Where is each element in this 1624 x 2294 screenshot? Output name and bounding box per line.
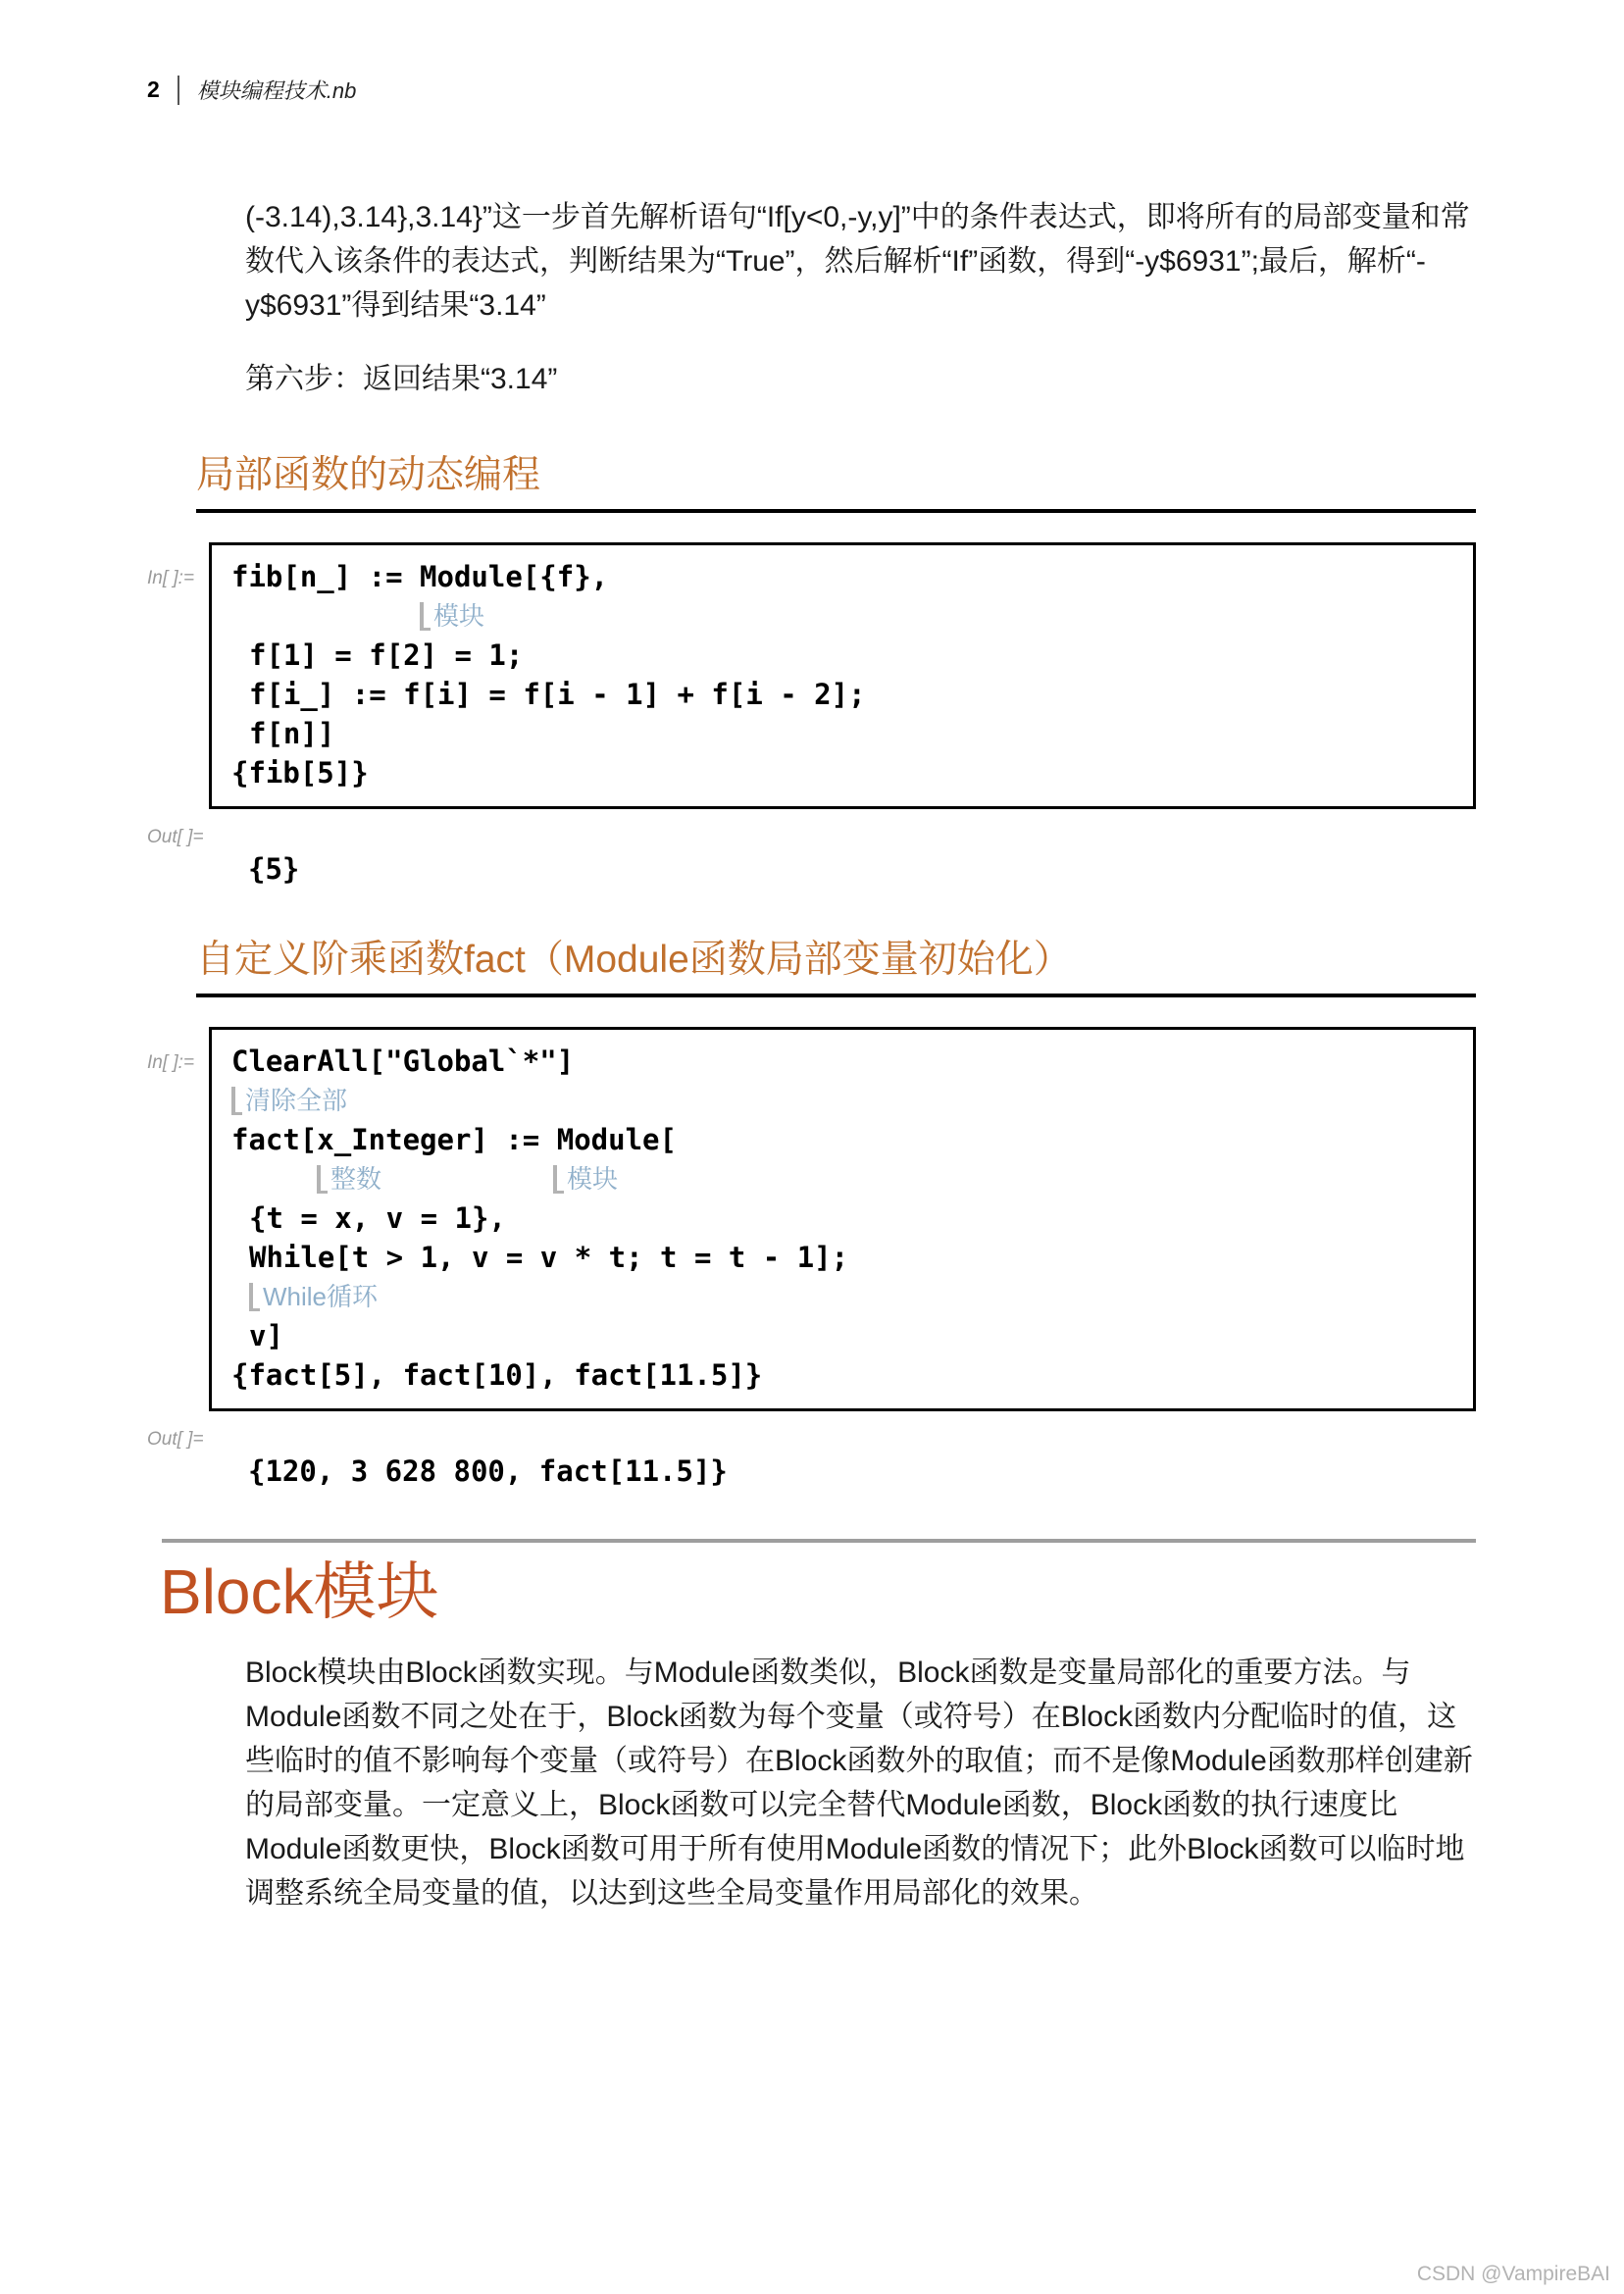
- annotation-line: [231, 1159, 1453, 1198]
- chapter-rule: [162, 1539, 1476, 1543]
- in-label: In[ ]:=: [147, 1052, 195, 1073]
- annotation-line: [231, 1277, 1453, 1316]
- output-cell-fact: [147, 1429, 1476, 1488]
- document-title: 模块编程技术.nb: [196, 78, 357, 103]
- annotation-label: 清除全部: [245, 1086, 348, 1115]
- in-label: In[ ]:=: [147, 568, 195, 588]
- code-line: {fact[5], fact[10], fact[11.5]}: [231, 1358, 763, 1392]
- annotation-label: 模块: [567, 1164, 619, 1194]
- annotation-label: 模块: [433, 601, 485, 631]
- intro-paragraph: [245, 195, 1476, 328]
- csdn-watermark: CSDN @VampireBAI: [1416, 2263, 1610, 2285]
- section-rule: [196, 994, 1476, 997]
- code-frame-fact: [209, 1027, 1476, 1411]
- code-line: ClearAll["Global`*"]: [231, 1045, 575, 1078]
- out-label: Out[ ]=: [147, 827, 204, 847]
- annotation-bracket-icon: [231, 1087, 242, 1115]
- output-value: {5}: [248, 852, 300, 886]
- annotation-clearall: [231, 1086, 347, 1115]
- annotation-integer: [317, 1164, 381, 1194]
- page-header: [147, 0, 1476, 105]
- code-frame-fib: [209, 542, 1476, 809]
- code-line: v]: [249, 1319, 283, 1352]
- block-paragraph-line: Block模块由Block函数实现。与Module函数类似，Block函数是变量局部化的重要方法。与: [245, 1657, 1411, 1689]
- section-title-local-functions: 局部函数的动态编程: [196, 454, 541, 496]
- code-line: {t = x, v = 1},: [249, 1201, 506, 1235]
- out-label: Out[ ]=: [147, 1429, 204, 1450]
- annotation-bracket-icon: [420, 602, 431, 631]
- output-cell-fib: [147, 827, 1476, 886]
- annotation-bracket-icon: [317, 1165, 328, 1194]
- annotation-label: While循环: [263, 1282, 379, 1311]
- annotation-while: [249, 1282, 378, 1311]
- step-six-line: 第六步：返回结果“3.14”: [245, 363, 558, 395]
- intro-line: y$6931”得到结果“3.14”: [245, 289, 546, 322]
- code-line: {fib[5]}: [231, 756, 369, 790]
- input-cell-fact: [147, 1027, 1476, 1411]
- code-line: fact[x_Integer] := Module[: [231, 1123, 677, 1156]
- annotation-label: 整数: [330, 1164, 382, 1194]
- annotation-module: [420, 601, 484, 631]
- annotation-line: [231, 1081, 1453, 1120]
- output-value: {120, 3 628 800, fact[11.5]}: [248, 1454, 728, 1488]
- annotation-bracket-icon: [249, 1283, 260, 1311]
- block-paragraph-line: 调整系统全局变量的值，以达到这些全局变量作用局部化的效果。: [245, 1877, 1098, 1910]
- annotation-line: [231, 596, 1453, 636]
- chapter-title-block: Block模块: [160, 1556, 439, 1627]
- intro-line: (-3.14),3.14},3.14}”这一步首先解析语句“If[y<0,-y,y]”中的条件表达式，即将所有的局部变量和常: [245, 201, 1470, 233]
- block-paragraph-line: Module函数不同之处在于，Block函数为每个变量（或符号）在Block函数内分配临时的值，这: [245, 1701, 1457, 1733]
- code-line: f[1] = f[2] = 1;: [249, 638, 524, 672]
- code-line: While[t > 1, v = v * t; t = t - 1];: [249, 1241, 849, 1274]
- annotation-module: [553, 1164, 618, 1194]
- block-paragraph-line: 些临时的值不影响每个变量（或符号）在Block函数外的取值；而不是像Module函数那样创建新: [245, 1745, 1473, 1777]
- section-title-fact: 自定义阶乘函数fact（Module函数局部变量初始化）: [196, 939, 1072, 981]
- code-line: fib[n_] := Module[{f},: [231, 560, 609, 593]
- section-rule: [196, 509, 1476, 513]
- block-paragraph-line: Module函数更快，Block函数可用于所有使用Module函数的情况下；此外Block函数可以临时地: [245, 1833, 1465, 1865]
- block-paragraph-line: 的局部变量。一定意义上，Block函数可以完全替代Module函数，Block函数的执行速度比: [245, 1789, 1398, 1821]
- intro-line: 数代入该条件的表达式，判断结果为“True”，然后解析“If”函数，得到“-y$6931”;最后，解析“-: [245, 245, 1426, 278]
- annotation-bracket-icon: [553, 1165, 564, 1194]
- input-cell-fib: [147, 542, 1476, 809]
- code-line: f[n]]: [249, 717, 335, 750]
- block-paragraph: [245, 1651, 1476, 1915]
- page-number: 2: [147, 76, 160, 102]
- header-divider: [178, 76, 179, 105]
- code-line: f[i_] := f[i] = f[i - 1] + f[i - 2];: [249, 678, 866, 711]
